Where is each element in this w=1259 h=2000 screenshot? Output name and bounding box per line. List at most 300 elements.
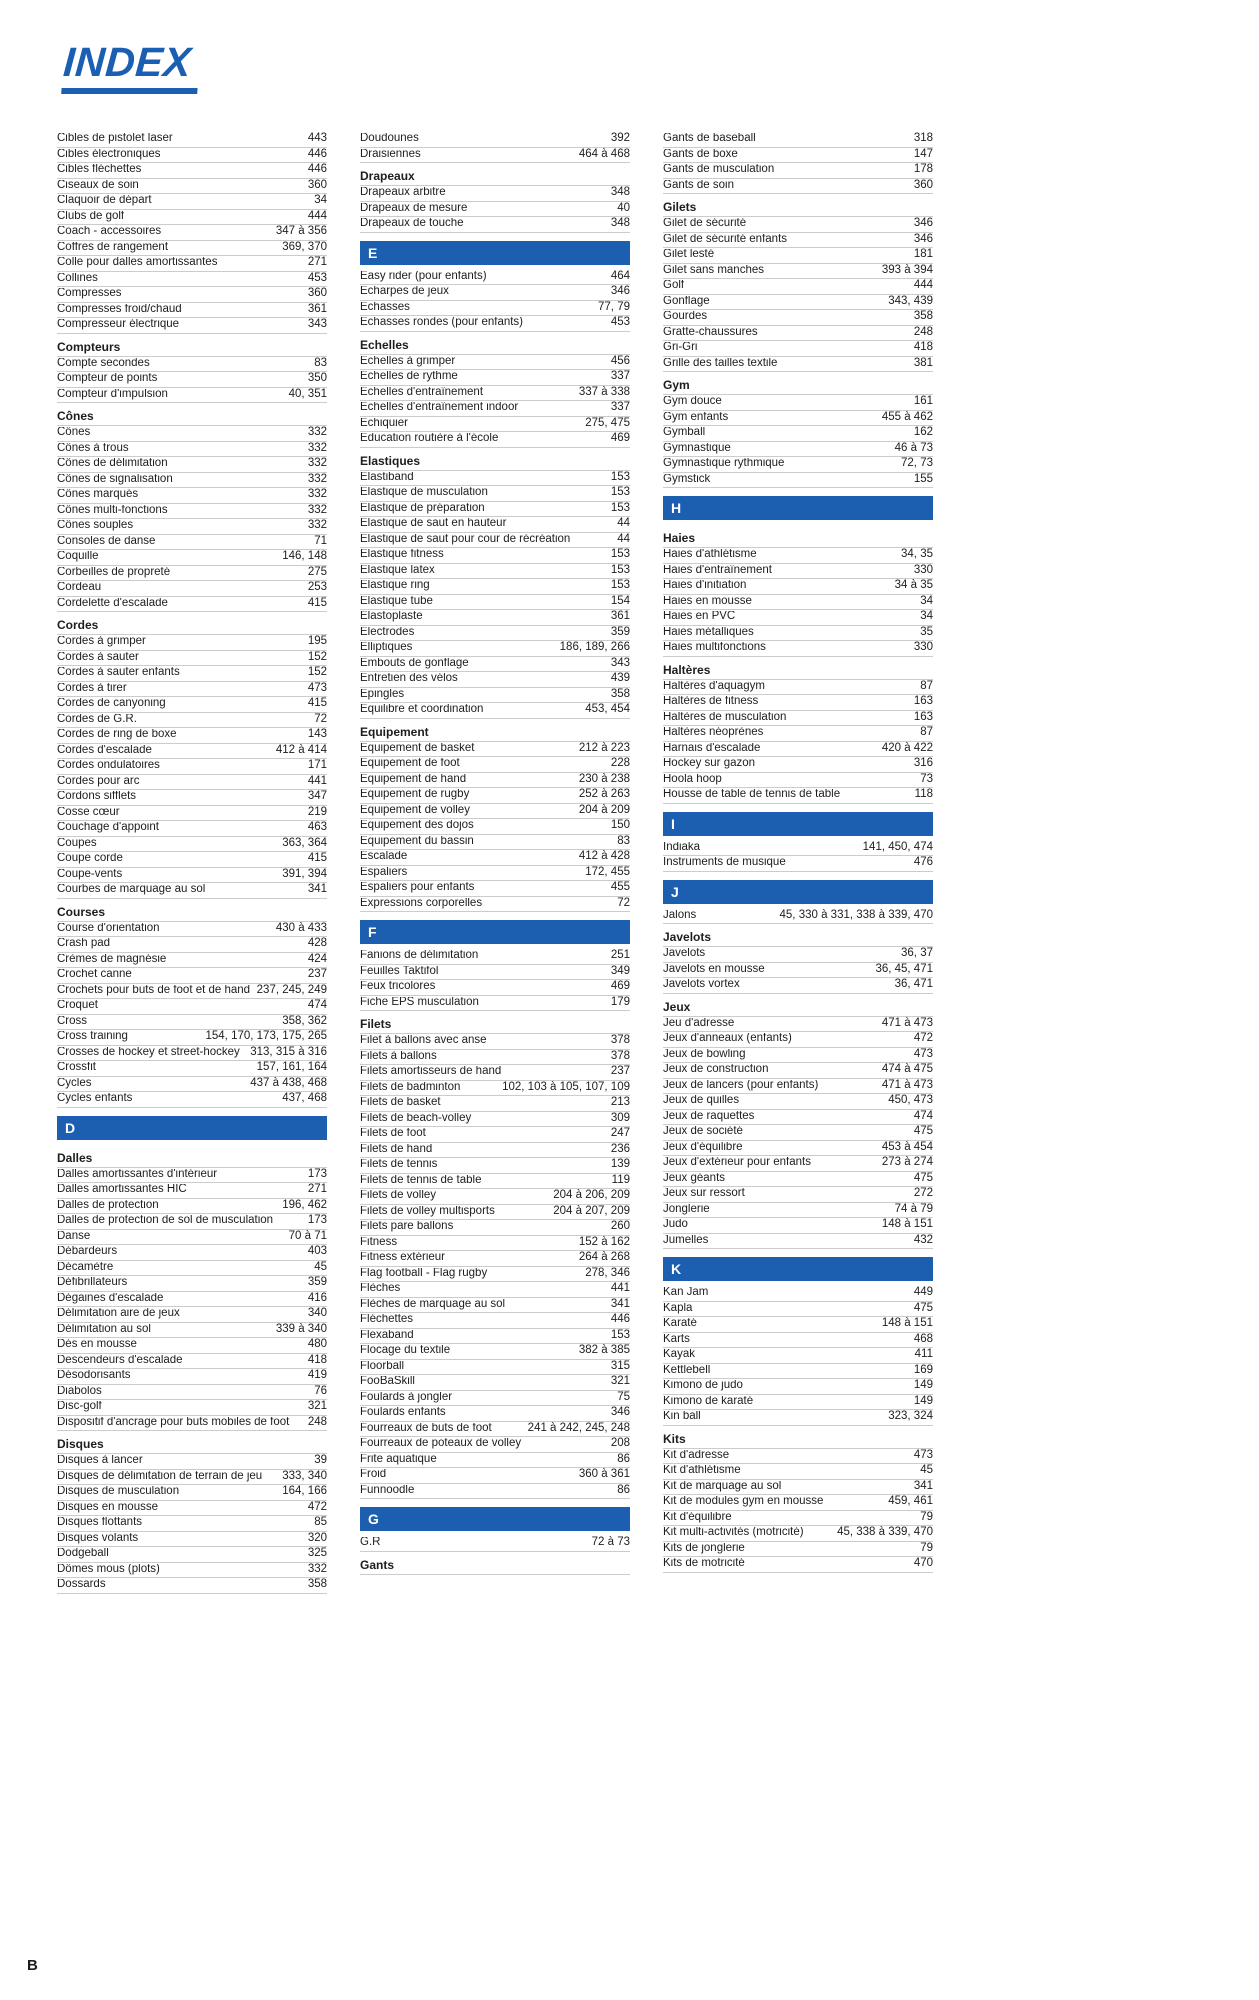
entry-label: Gymstick [663,473,711,485]
index-entry [663,773,933,789]
index-entry [57,1338,327,1354]
entry-pages: 473 [913,1448,933,1461]
index-entry [57,1276,327,1292]
index-entry [663,473,933,489]
entry-pages: 347 [307,790,327,802]
entry-label: Course d'orientation [57,922,160,934]
entry-label: Haies métalliques [663,626,754,638]
index-entry [360,579,630,595]
entry-pages: 430 à 433 [275,921,327,934]
index-entry [57,372,327,388]
entry-pages: 316 [913,757,933,769]
index-entry [360,881,630,897]
entry-pages: 315 [610,1359,630,1372]
entry-pages: 472 [307,1500,327,1513]
index-entry [57,1061,327,1077]
section-title: Disques [57,1431,327,1454]
entry-pages: 419 [307,1369,327,1381]
entry-pages: 148 à 151 [881,1218,933,1230]
section-title: Kits [663,1426,933,1449]
index-entry [57,883,327,899]
index-entry [57,272,327,288]
entry-pages: 154, 170, 173, 175, 265 [205,1030,327,1042]
index-entry [360,1220,630,1236]
entry-label: Gonflage [663,295,710,307]
section-title: Dalles [57,1145,327,1168]
entry-label: Cônes souples [57,520,134,531]
index-entry [663,132,933,148]
index-entry [663,742,933,758]
index-entry [663,1511,933,1527]
index-entry [360,672,630,688]
index-entry [663,1125,933,1141]
index-entry [663,1156,933,1172]
entry-pages: 340 [307,1307,327,1319]
index-entry [360,217,630,233]
entry-pages: 475 [913,1171,933,1184]
entry-pages: 337 [610,401,630,413]
index-entry [57,1307,327,1323]
letter-header-f: F [360,920,630,944]
index-entry [57,1470,327,1486]
index-entry [663,426,933,442]
entry-label: Easy rider (pour enfants) [360,270,487,282]
entry-pages: 473 [307,681,327,694]
index-entry [360,1313,630,1329]
entry-label: Haies en mousse [663,595,752,607]
entry-label: Coffres de rangement [57,241,169,253]
index-entry [360,1484,630,1500]
index-entry [663,1364,933,1380]
entry-label: Cônes de délimitation [57,458,168,469]
entry-pages: 453, 454 [585,703,630,715]
index-entry [663,963,933,979]
entry-pages: 332 [307,441,327,454]
entry-pages: 463 [307,821,327,833]
section-title: Haltères [663,657,933,680]
entry-label: Compresseur électrique [57,319,180,330]
index-entry [360,595,630,611]
index-entry [360,316,630,332]
entry-label: Cordes à tirer [57,682,127,694]
index-entry [57,1199,327,1215]
entry-pages: 102, 103 à 105, 107, 109 [502,1080,630,1093]
entry-label: Cordes à sauter enfants [57,667,180,678]
entry-pages: 475 [913,1125,933,1137]
entry-label: Embouts de gonflage [360,657,469,669]
entry-label: Haltères néoprènes [663,727,764,738]
index-entry [360,965,630,981]
entry-label: Foulards enfants [360,1407,446,1418]
entry-pages: 341 [913,1479,933,1492]
entry-label: Dodgeball [57,1548,109,1559]
entry-label: Jeux de lancers (pour enfants) [663,1079,819,1091]
entry-label: Kan Jam [663,1287,709,1298]
entry-label: Crosses de hockey et street-hockey [57,1046,240,1058]
index-entry [360,1189,630,1205]
entry-label: Gym enfants [663,411,729,423]
entry-label: Jeux de construction [663,1064,769,1075]
entry-label: Fléchettes [360,1314,414,1325]
entry-pages: 411 [914,1348,933,1360]
entry-label: Drapeaux de mesure [360,202,468,214]
entry-pages: 161 [913,395,933,407]
entry-pages: 237 [610,1065,630,1077]
entry-pages: 347 à 356 [275,225,327,237]
index-entry [663,264,933,280]
index-entry [57,728,327,744]
entry-label: Javelots en mousse [663,963,765,975]
index-entry [360,1096,630,1112]
entry-label: Fourreaux de buts de foot [360,1422,492,1434]
entry-pages: 44 [617,517,630,529]
entry-label: Jalons [663,909,697,921]
entry-label: Filet à ballons avec anse [360,1035,487,1046]
index-entry [57,132,327,148]
entry-label: Haies multifonctions [663,642,766,653]
index-entry [663,148,933,164]
entry-label: Consoles de danse [57,535,156,547]
entry-pages: 343 [610,656,630,669]
section-title: Jeux [663,994,933,1017]
entry-pages: 253 [307,581,327,593]
entry-pages: 471 à 473 [881,1016,933,1029]
entry-pages: 359 [610,625,630,638]
index-entry [57,256,327,272]
index-entry [360,641,630,657]
entry-pages: 219 [307,805,327,818]
index-entry [360,804,630,820]
entry-label: Colle pour dalles amortissantes [57,257,218,268]
index-entry [663,641,933,657]
index-entry [57,535,327,551]
index-entry [360,1081,630,1097]
entry-label: Javelots [663,948,706,959]
entry-pages: 469 [610,980,630,992]
index-entry [360,502,630,518]
entry-pages: 323, 324 [888,1410,933,1422]
entry-label: Disc-golf [57,1401,102,1412]
index-entry [663,310,933,326]
entry-pages: 44 [617,532,630,545]
entry-pages: 464 à 468 [578,147,630,160]
entry-label: Haies d'initiation [663,580,747,591]
section-title: Haies [663,525,933,548]
index-entry [57,1516,327,1532]
section-title: Gants [360,1552,630,1575]
entry-pages: 348 [610,186,630,198]
entry-label: Kimono de karaté [663,1395,754,1407]
entry-label: Délimitation au sol [57,1323,151,1335]
index-entry [360,1406,630,1422]
entry-label: Kit d'équilibre [663,1511,732,1523]
entry-label: Kits de jonglerie [663,1542,745,1554]
entry-label: Collines [57,272,98,284]
index-columns [57,132,933,1594]
index-entry [360,657,630,673]
index-entry [360,949,630,965]
entry-label: Equipement de foot [360,758,460,769]
entry-pages: 392 [610,132,630,144]
index-entry [663,341,933,357]
index-entry [57,1077,327,1093]
entry-label: Echelles à grimper [360,355,456,367]
index-entry [57,1385,327,1401]
entry-pages: 332 [307,519,327,531]
index-entry [57,504,327,520]
entry-label: Compresses [57,288,122,299]
entry-label: Claquoir de départ [57,195,152,206]
entry-pages: 418 [913,341,933,353]
entry-label: Elastique latex [360,564,435,576]
entry-pages: 271 [307,256,327,268]
entry-label: Coupe-vents [57,868,123,880]
entry-pages: 86 [617,1452,630,1465]
entry-pages: 228 [610,757,630,769]
section-title: Equipement [360,719,630,742]
index-entry [57,1168,327,1184]
entry-pages: 150 [610,819,630,831]
index-entry [57,194,327,210]
entry-label: Filets amortisseurs de hand [360,1066,502,1077]
index-entry [57,1183,327,1199]
index-entry [360,386,630,402]
index-entry [663,457,933,473]
entry-label: Elastique de musculation [360,487,488,498]
entry-label: Echasses [360,301,410,313]
entry-pages: 346 [913,232,933,245]
entry-pages: 446 [307,147,327,160]
index-entry [360,1034,630,1050]
entry-pages: 152 [307,666,327,678]
entry-label: Fiche EPS musculation [360,996,479,1008]
entry-label: Expressions corporelles [360,897,483,909]
entry-label: Equilibre et coordination [360,704,484,715]
section-title: Javelots [663,924,933,947]
index-entry [57,682,327,698]
entry-pages: 34 [314,194,327,206]
entry-pages: 169 [913,1363,933,1376]
entry-label: Gratte-chaussures [663,326,758,338]
index-entry [57,968,327,984]
index-entry [360,432,630,448]
index-entry [663,726,933,742]
index-entry [360,1251,630,1267]
entry-label: Cordelette d'escalade [57,597,168,609]
entry-pages: 75 [617,1390,630,1403]
index-entry [360,742,630,758]
index-entry [663,1526,933,1542]
entry-pages: 358 [913,310,933,322]
entry-label: Froid [360,1469,387,1480]
entry-label: Electrodes [360,626,415,638]
entry-pages: 153 [610,579,630,591]
index-entry [57,697,327,713]
entry-label: FooBaSkill [360,1376,415,1387]
entry-label: Elastoplaste [360,611,423,622]
entry-pages: 412 à 428 [578,850,630,862]
entry-pages: 437 à 438, 468 [250,1076,327,1089]
index-entry [360,1143,630,1159]
entry-label: Filets de volley [360,1190,437,1201]
entry-label: Jeu d'adresse [663,1017,735,1029]
entry-pages: 152 à 162 [578,1235,630,1248]
entry-pages: 72 [617,896,630,909]
entry-label: Jeux d'anneaux (enfants) [663,1033,792,1044]
entry-label: Haies d'entraînement [663,564,772,576]
entry-label: Harnais d'escalade [663,742,761,754]
index-entry [360,1536,630,1552]
index-entry [360,370,630,386]
entry-pages: 40 [617,201,630,214]
entry-pages: 420 à 422 [881,741,933,754]
index-entry [663,626,933,642]
entry-pages: 34, 35 [901,548,933,560]
entry-pages: 453 [307,271,327,284]
entry-pages: 72, 73 [901,457,933,469]
index-entry [57,442,327,458]
index-entry [57,303,327,319]
entry-label: Education routière à l'école [360,433,499,444]
entry-label: Filets de beach-volley [360,1112,472,1124]
index-entry [360,1050,630,1066]
index-entry [57,1416,327,1432]
index-entry [360,1065,630,1081]
entry-label: Dégaines d'escalade [57,1292,164,1304]
entry-label: Fourreaux de poteaux de volley [360,1438,522,1449]
index-entry [663,1449,933,1465]
entry-label: Crash pad [57,938,111,949]
entry-pages: 236 [610,1142,630,1155]
index-entry [663,1464,933,1480]
entry-label: Cordes de ring de boxe [57,729,177,740]
entry-label: Compresses froid/chaud [57,303,182,315]
entry-label: Hoola hoop [663,773,722,785]
entry-label: Jeux géants [663,1172,726,1184]
entry-pages: 36, 45, 471 [875,962,933,975]
entry-label: Equipement des dojos [360,820,474,831]
index-entry [663,1110,933,1126]
index-entry [663,1141,933,1157]
entry-pages: 403 [307,1245,327,1257]
index-entry [360,703,630,719]
entry-pages: 369, 370 [282,240,327,253]
entry-label: Coach - accessoires [57,226,162,237]
entry-pages: 437, 468 [282,1092,327,1104]
entry-pages: 432 [913,1233,933,1246]
entry-label: Instruments de musique [663,857,786,868]
entry-label: Cibles électroniques [57,148,161,160]
index-entry [663,1379,933,1395]
entry-label: Gants de baseball [663,133,756,144]
entry-label: Dalles de protection [57,1199,159,1211]
entry-pages: 76 [314,1384,327,1397]
entry-label: Cycles [57,1077,92,1089]
index-entry [663,695,933,711]
entry-pages: 464 [610,269,630,282]
section-title: Cônes [57,403,327,426]
entry-label: Echarpes de jeux [360,286,449,297]
entry-label: Kapla [663,1302,693,1314]
index-entry [663,788,933,804]
entry-label: Filets à ballons [360,1050,437,1062]
index-entry [57,473,327,489]
entry-pages: 424 [307,952,327,965]
entry-pages: 332 [307,1562,327,1575]
entry-label: Gilet sans manches [663,264,764,276]
entry-label: Elastique de saut en hauteur [360,518,507,529]
entry-label: Haltères de fitness [663,696,759,707]
index-entry [57,426,327,442]
entry-label: Escalade [360,851,408,862]
index-entry [360,626,630,642]
entry-label: Elastique de préparation [360,502,485,514]
entry-pages: 173 [307,1214,327,1226]
index-entry [663,1317,933,1333]
index-entry [663,1079,933,1095]
section-title: Courses [57,899,327,922]
entry-label: Kettlebell [663,1364,711,1376]
index-entry [663,295,933,311]
entry-pages: 343 [307,318,327,330]
index-column-2 [360,132,630,1575]
entry-pages: 339 à 340 [275,1322,327,1335]
entry-label: Cibles fléchettes [57,164,142,175]
entry-label: Echiquier [360,417,408,429]
index-entry [57,922,327,938]
index-entry [57,806,327,822]
entry-pages: 459, 461 [888,1495,933,1507]
index-entry [57,1485,327,1501]
section-title: Gym [663,372,933,395]
section-title: Gilets [663,194,933,217]
entry-label: Feux tricolores [360,981,436,992]
entry-pages: 330 [913,563,933,576]
index-entry [57,868,327,884]
entry-pages: 36, 37 [901,947,933,959]
entry-label: Elastique tube [360,595,433,607]
entry-pages: 341 [610,1297,630,1310]
index-entry [57,1261,327,1277]
entry-label: Cordons sifflets [57,791,137,802]
entry-pages: 87 [920,679,933,692]
entry-label: Equipement de volley [360,804,470,816]
entry-pages: 455 [610,881,630,893]
entry-pages: 470 [913,1557,933,1569]
letter-header-h: H [663,496,933,520]
index-entry [360,186,630,202]
entry-pages: 149 [913,1394,933,1407]
index-entry [57,666,327,682]
section-title: Drapeaux [360,163,630,186]
index-entry [663,217,933,233]
entry-label: Désodorisants [57,1370,131,1381]
entry-pages: 456 [610,354,630,367]
entry-label: Dés en mousse [57,1339,137,1350]
entry-label: Equipement de basket [360,742,475,754]
entry-pages: 446 [307,163,327,175]
entry-label: Draisiennes [360,148,421,160]
entry-pages: 343, 439 [888,294,933,307]
entry-label: Espaliers pour enfants [360,882,475,893]
index-entry [663,326,933,342]
entry-pages: 363, 364 [282,836,327,849]
entry-pages: 321 [307,1400,327,1412]
entry-pages: 450, 473 [888,1094,933,1106]
entry-pages: 195 [307,635,327,647]
index-entry [663,248,933,264]
index-entry [360,1468,630,1484]
